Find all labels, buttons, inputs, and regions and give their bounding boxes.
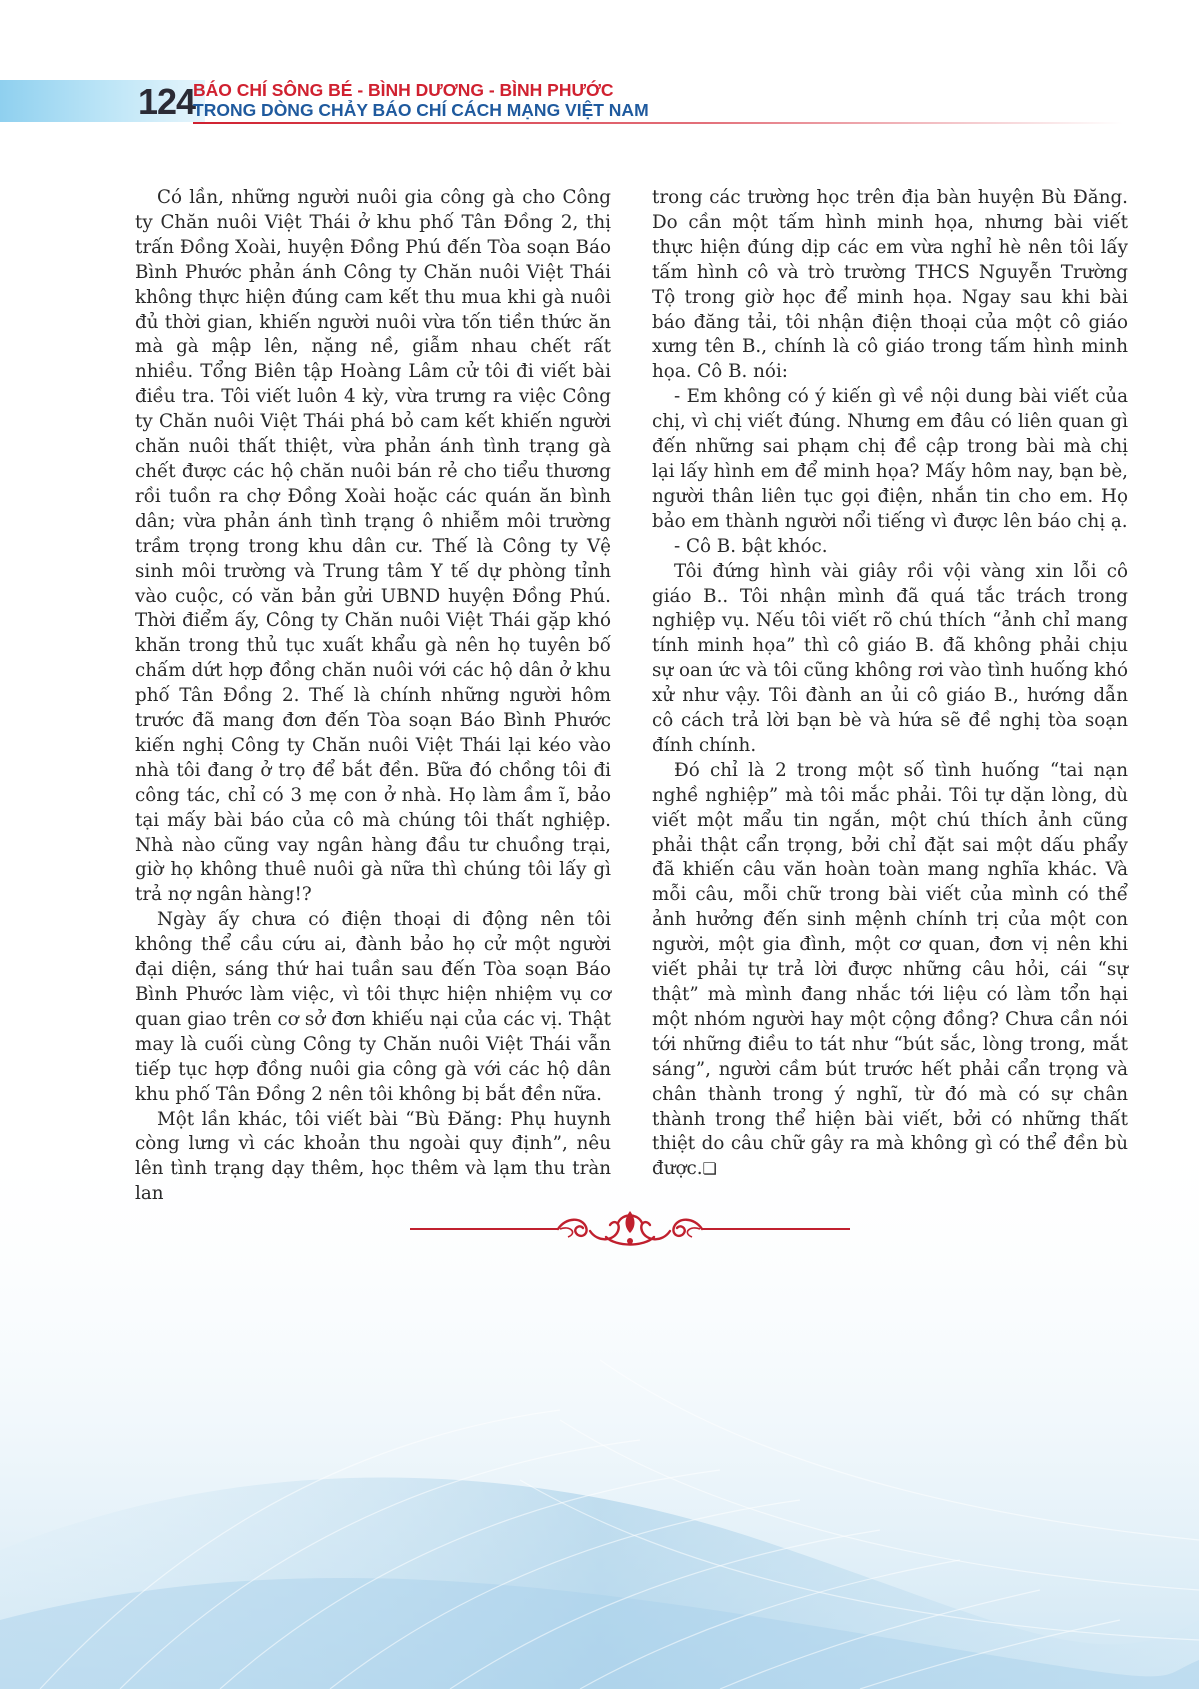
article-column-left — [135, 186, 611, 1207]
paragraph-final-text: Đó chỉ là 2 trong một số tình huống “tai nạn nghề nghiệp” mà tôi mắc phải. Tôi tự dặn lòng, dù viết một mẩu tin ngắn, một chú thích ảnh cũng phải thật cẩn trọng, bởi chỉ đặt sai một dấu phẩy đã khiến câu văn hoàn toàn mang nghĩa khác. Và mỗi câu, mỗi chữ trong bài viết của mình có thể ảnh hưởng đến sinh mệnh chính trị của một con người, một gia đình, một cơ quan, đơn vị nên khi viết phải tự trả lời được những câu hỏi, cái “sự thật” mà mình đang nhắc tới liệu có làm tổn hại một nhóm người hay một cộng đồng? Chưa cần nói tới những điều to tát như “bút sắc, lòng trong, mắt sáng”, người cầm bút trước hết phải cẩn trọng và chân thành trong ý nghĩ, từ đó mà có sự chân thành trong thể hiện bài viết, bởi có những thất thiệt do câu chữ gây ra mà không gì có thể đền bù được. — [652, 759, 1128, 1180]
paragraph: Ngày ấy chưa có điện thoại di động nên tôi không thể cầu cứu ai, đành bảo họ cử một người đại diện, sáng thứ hai tuần sau đến Tòa soạn Báo Bình Phước làm việc, vì tôi thực hiện nhiệm vụ cơ quan giao trên cơ sở đơn khiếu nại của các vị. Thật may là cuối cùng Công ty Chăn nuôi Việt Thái vẫn tiếp tục hợp đồng nuôi gia công gà với các hộ dân khu phố Tân Đồng 2 nên tôi không bị bắt đền nữa. — [135, 909, 611, 1105]
paragraph: Tôi đứng hình vài giây rồi vội vàng xin lỗi cô giáo B.. Tôi nhận mình đã quá tắc trách trong nghiệp vụ. Nếu tôi viết rõ chú thích “ảnh chỉ mang tính minh họa” thì cô giáo B. đã không phải chịu sự oan ức và tôi cũng không rơi vào tình huống khó xử như vậy. Tôi đành an ủi cô giáo B., hướng dẫn cô cách trả lời bạn bè và hứa sẽ đề nghị tòa soạn đính chính. — [652, 560, 1128, 756]
page-number: 124 — [138, 81, 196, 122]
paragraph: - Em không có ý kiến gì về nội dung bài viết của chị, vì chị viết đúng. Nhưng em đâu có liên quan gì đến những sai phạm chị đề cập trong bài mà chị lại lấy hình em để minh họa? Mấy hôm nay, bạn bè, người thân liên tục gọi điện, nhắn tin cho em. Họ bảo em thành người nổi tiếng vì được lên báo chị ạ. — [652, 386, 1128, 532]
running-header-line-2: TRONG DÒNG CHẢY BÁO CHÍ CÁCH MẠNG VIỆT NAM — [193, 100, 649, 120]
end-mark-icon: ❏ — [702, 1159, 717, 1179]
paragraph: Có lần, những người nuôi gia công gà cho Công ty Chăn nuôi Việt Thái ở khu phố Tân Đồng 2, thị trấn Đồng Xoài, huyện Đồng Phú đến Tòa soạn Báo Bình Phước phản ánh Công ty Chăn nuôi Việt Thái không thực hiện đúng cam kết thu mua khi gà nuôi đủ thời gian, khiến người nuôi vừa tốn tiền thức ăn mà gà mập lên, nặng nề, giẫm nhau chết rất nhiều. Tổng Biên tập Hoàng Lâm cử tôi đi viết bài điều tra. Tôi viết luôn 4 kỳ, vừa trưng ra việc Công ty Chăn nuôi Việt Thái phá bỏ cam kết khiến người chăn nuôi thất thiệt, vừa phản ánh tình trạng gà chết được các hộ chăn nuôi bán rẻ cho tiểu thương rồi tuồn ra chợ Đồng Xoài hoặc các quán ăn bình dân; vừa phản ánh tình trạng ô nhiễm môi trường trầm trọng trong khu dân cư. Thế là Công ty Vệ sinh môi trường và Trung tâm Y tế dự phòng tỉnh vào cuộc, có văn bản gửi UBND huyện Đồng Phú. Thời điểm ấy, Công ty Chăn nuôi Việt Thái gặp khó khăn trong thủ tục xuất khẩu gà nên họ tuyên bố chấm dứt hợp đồng chăn nuôi với các hộ dân ở khu phố Tân Đồng 2. Thế là chính những người hôm trước đã mang đơn đến Tòa soạn Báo Bình Phước kiến nghị Công ty Chăn nuôi Việt Thái lại kéo vào nhà tôi đang ở trọ để bắt đền. Bữa đó chồng tôi đi công tác, chỉ có 3 mẹ con ở nhà. Họ làm ầm ĩ, bảo tại mấy bài báo của cô mà chúng tôi thất nghiệp. Nhà nào cũng vay ngân hàng đầu tư chuồng trại, giờ họ không thuê nuôi gà nữa thì chúng tôi lấy gì trả nợ ngân hàng!? — [135, 187, 611, 906]
paragraph-continued: trong các trường học trên địa bàn huyện Bù Đăng. Do cần một tấm hình minh họa, nhưng bài viết thực hiện đúng dịp các em vừa nghỉ hè nên tôi lấy tấm hình cô và trò trường THCS Nguyễn Trường Tộ trong giờ học để minh họa. Ngay sau khi bài báo đăng tải, tôi nhận điện thoại của một cô giáo xưng tên B., chính là cô giáo trong tấm hình minh họa. Cô B. nói: — [652, 187, 1128, 383]
running-header — [193, 80, 649, 120]
paragraph-final — [652, 759, 1128, 1182]
paragraph: - Cô B. bật khóc. — [674, 535, 828, 557]
running-header-line-1: BÁO CHÍ SÔNG BÉ - BÌNH DƯƠNG - BÌNH PHƯỚC — [193, 80, 614, 100]
header-divider — [193, 122, 1123, 124]
ornament-divider-icon — [410, 1203, 850, 1253]
paragraph: Một lần khác, tôi viết bài “Bù Đăng: Phụ huynh còng lưng vì các khoản thu ngoài quy định”, nêu lên tình trạng dạy thêm, học thêm và lạm thu tràn lan — [135, 1108, 611, 1205]
article-column-right — [652, 186, 1128, 1182]
